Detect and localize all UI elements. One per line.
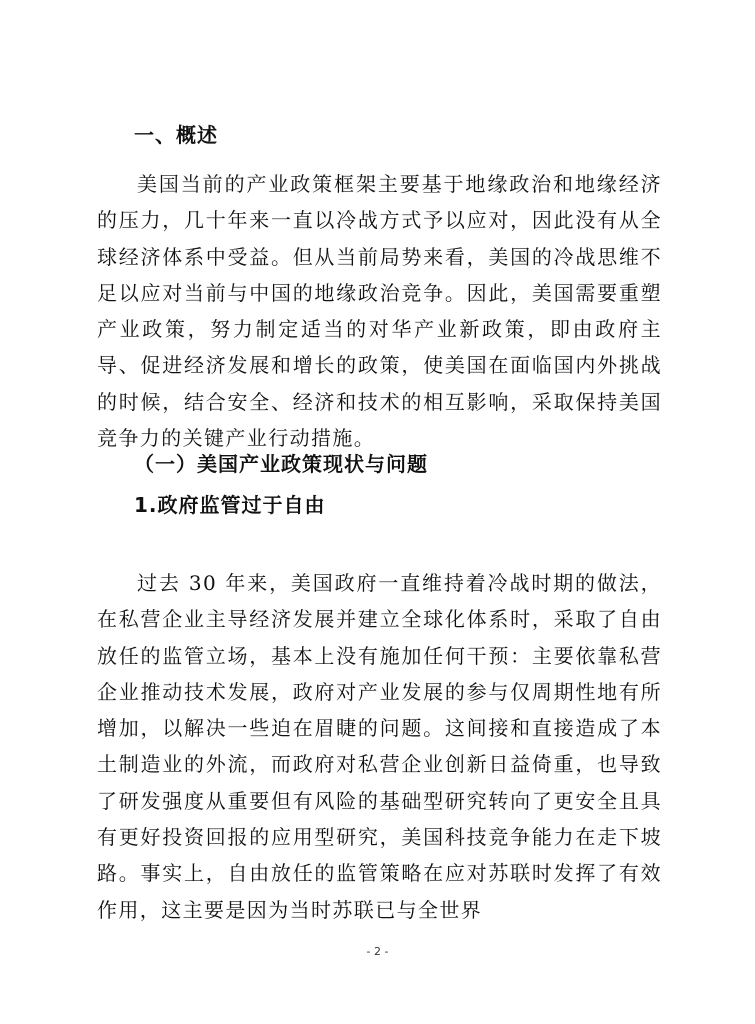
item-heading: 1.政府监管过于自由: [134, 493, 326, 517]
intro-paragraph: 美国当前的产业政策框架主要基于地缘政治和地缘经济的压力，几十年来一直以冷战方式予以应对，因此没有从全球经济体系中受益。但从当前局势来看，美国的冷战思维不足以应对当前与中国的地缘政治竞争。因此，美国需要重塑产业政策，努力制定适当的对华产业新政策，即由政府主导、促进经济发展和增长的政策，使美国在面临国内外挑战的时候，结合安全、经济和技术的相互影响，采取保持美国竞争力的关键产业行动措施。: [97, 172, 662, 451]
section-heading: 一、概述: [134, 123, 218, 147]
body-paragraph: 过去 30 年来，美国政府一直维持着冷战时期的做法，在私营企业主导经济发展并建立全球化体系时，采取了自由放任的监管立场，基本上没有施加任何干预：主要依靠私营企业推动技术发展，政府对产业发展的参与仅周期性地有所增加，以解决一些迫在眉睫的问题。这间接和直接造成了本土制造业的外流，而政府对私营企业创新日益倚重，也导致了研发强度从重要但有风险的基础型研究转向了更安全且具有更好投资回报的应用型研究，美国科技竞争能力在走下坡路。事实上，自由放任的监管策略在应对苏联时发挥了有效作用，这主要是因为当时苏联已与全世界: [97, 571, 662, 922]
subsection-heading: （一）美国产业政策现状与问题: [134, 452, 428, 476]
page-number: - 2 -: [366, 945, 389, 958]
